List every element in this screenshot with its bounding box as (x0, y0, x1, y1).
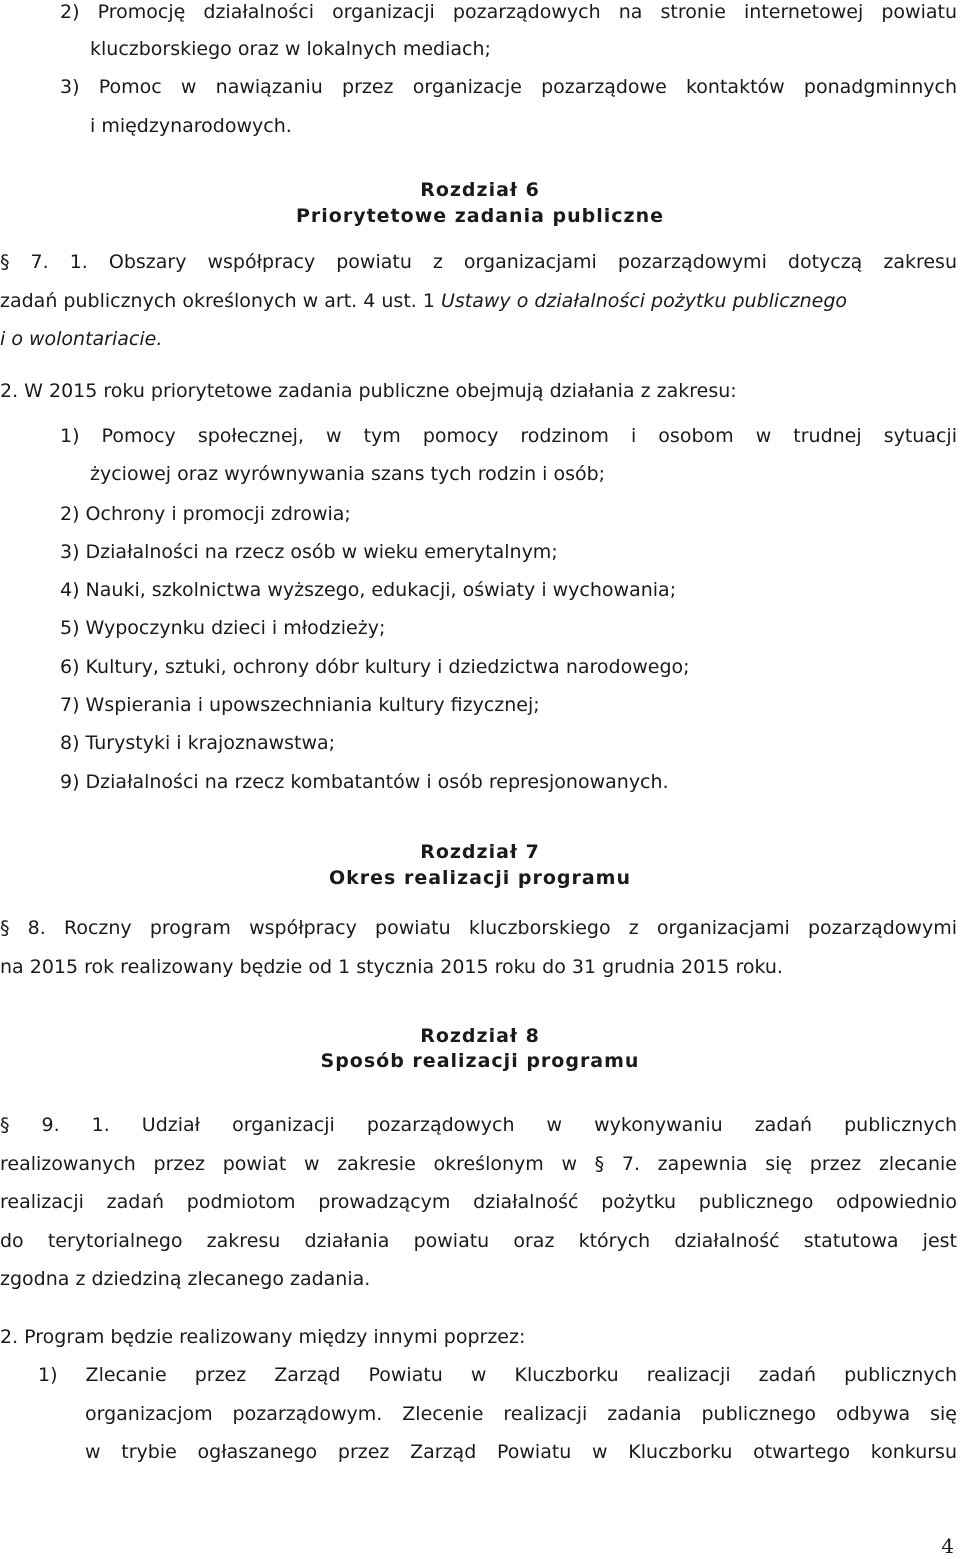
s8-line-1: § 8. Roczny program współpracy powiatu kluczborskiego z organizacjami pozarządowymi (0, 917, 957, 939)
act-title-part-2: i o wolontariacie. (0, 328, 163, 350)
task-item-1-cont: życiowej oraz wyrównywania szans tych rodzin i osób; (90, 463, 606, 485)
s7-point-2: 2. W 2015 roku priorytetowe zadania publiczne obejmują działania z zakresu: (0, 380, 737, 402)
task-item-6: 6) Kultury, sztuki, ochrony dóbr kultury i dziedzictwa narodowego; (60, 656, 690, 678)
s7-line-2-plain: zadań publicznych określonych w art. 4 ust. 1 (0, 290, 441, 312)
task-item-4: 4) Nauki, szkolnictwa wyższego, edukacji, oświaty i wychowania; (60, 579, 677, 601)
s9-line-2: realizowanych przez powiat w zakresie określonym w § 7. zapewnia się przez zlecanie (0, 1153, 957, 1175)
s9-line-5: zgodna z dziedziną zlecanego zadania. (0, 1268, 371, 1290)
task-item-8: 8) Turystyki i krajoznawstwa; (60, 732, 336, 754)
method-item-1-cont-1: organizacjom pozarządowym. Zlecenie realizacji zadania publicznego odbywa się (85, 1403, 957, 1425)
task-item-9: 9) Działalności na rzecz kombatantów i osób represjonowanych. (60, 771, 669, 793)
s9-point-2: 2. Program będzie realizowany między innymi poprzez: (0, 1326, 526, 1348)
s7-line-2 (0, 289, 847, 313)
s9-line-4: do terytorialnego zakresu działania powiatu oraz których działalność statutowa jest (0, 1230, 957, 1252)
chapter-7-number: Rozdział 7 (420, 841, 540, 863)
task-item-3: 3) Działalności na rzecz osób w wieku emerytalnym; (60, 541, 558, 563)
task-item-2: 2) Ochrony i promocji zdrowia; (60, 503, 351, 525)
chapter-8-title: Sposób realizacji programu (320, 1050, 640, 1072)
act-title-part-1: Ustawy o działalności pożytku publicznego (440, 290, 848, 312)
s9-line-3: realizacji zadań podmiotom prowadzącym działalność pożytku publicznego odpowiednio (0, 1191, 957, 1213)
s7-line-1: § 7. 1. Obszary współpracy powiatu z organizacjami pozarządowymi dotyczą zakresu (0, 251, 957, 273)
s8-line-2: na 2015 rok realizowany będzie od 1 stycznia 2015 roku do 31 grudnia 2015 roku. (0, 956, 783, 978)
chapter-6-number: Rozdział 6 (420, 179, 540, 201)
chapter-7-title: Okres realizacji programu (329, 867, 631, 889)
page-number: 4 (941, 1534, 954, 1558)
task-item-1: 1) Pomocy społecznej, w tym pomocy rodzinom i osobom w trudnej sytuacji (60, 425, 957, 447)
chapter-8-number: Rozdział 8 (420, 1025, 540, 1047)
s9-line-1: § 9. 1. Udział organizacji pozarządowych w wykonywaniu zadań publicznych (0, 1114, 957, 1136)
task-item-5: 5) Wypoczynku dzieci i młodzieży; (60, 617, 386, 639)
list-item-2: 2) Promocję działalności organizacji pozarządowych na stronie internetowej powiatu (60, 1, 957, 23)
list-item-3: 3) Pomoc w nawiązaniu przez organizacje pozarządowe kontaktów ponadgminnych (60, 76, 957, 98)
chapter-6-title: Priorytetowe zadania publiczne (295, 205, 665, 227)
task-item-7: 7) Wspierania i upowszechniania kultury fizycznej; (60, 694, 540, 716)
method-item-1: 1) Zlecanie przez Zarząd Powiatu w Kluczborku realizacji zadań publicznych (38, 1364, 957, 1386)
list-item-3-cont: i międzynarodowych. (90, 115, 292, 137)
method-item-1-cont-2: w trybie ogłaszanego przez Zarząd Powiatu w Kluczborku otwartego konkursu (85, 1441, 957, 1463)
list-item-2-cont: kluczborskiego oraz w lokalnych mediach; (90, 38, 491, 60)
